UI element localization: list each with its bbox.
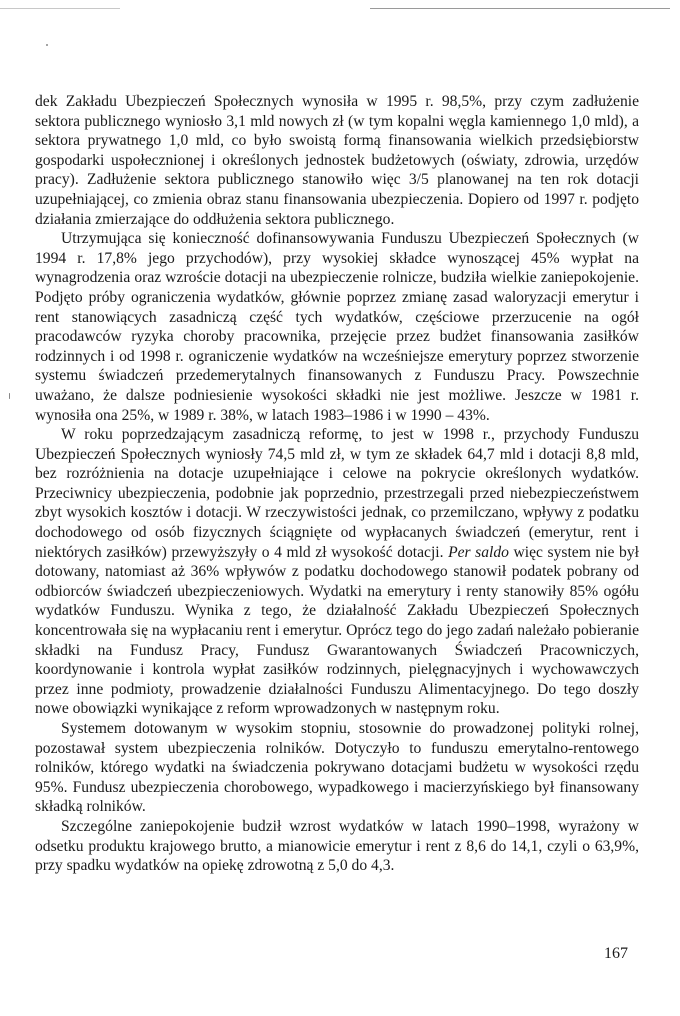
scan-speck bbox=[46, 44, 48, 46]
paragraph: W roku poprzedzającym zasadniczą reformę, to jest w 1998 r., przychody Funduszu Ubezpieczeń Społecznych wyniosły 74,5 mld zł, w tym ze składek 64,7 mld i dotacji 8,8 mld, bez rozróżnienia na dotacje uzupełniające i celowe na pokrycie określonych wydatków. Przeciwnicy ubezpieczenia, podobnie jak poprzednio, przestrzegali przed niebezpieczeństwem zbyt wysokich kosztów i dotacji. W rzeczywistości jednak, co przemilczano, wpływy z podatku dochodowego od osób fizycznych ściągnięte od wypłacanych świadczeń (emerytur, rent i niektórych zasiłków) przewyższyły o 4 mld zł wysokość dotacji. Per saldo więc system nie był dotowany, natomiast aż 36% wpływów z podatku dochodowego stanowił podatek pobrany od odbiorców świadczeń ubezpieczeniowych. Wydatki na emerytury i renty stanowiły 85% ogółu wydatków Funduszu. Wynika z tego, że działalność Zakładu Ubezpieczeń Społecznych koncentrowała się na wypłacaniu rent i emerytur. Oprócz tego do jego zadań należało pobieranie składki na Fundusz Pracy, Fundusz Gwarantowanych Świadczeń Pracowniczych, koordynowanie i kontrola wypłat zasiłków rodzinnych, pielęgnacyjnych i wychowawczych przez inne podmioty, prowadzenie działalności Funduszu Alimentacyjnego. Do tego doszły nowe obowiązki wynikające z reform wprowadzonych w następnym roku. bbox=[35, 426, 639, 718]
scan-speck bbox=[9, 393, 10, 399]
paragraph: Szczególne zaniepokojenie budził wzrost wydatków w latach 1990–1998, wyrażony w odsetku produktu krajowego brutto, a mianowicie emerytur i rent z 8,6 do 14,1, czyli o 63,9%, przy spadku wydatków na opiekę zdrowotną z 5,0 do 4,3. bbox=[35, 817, 639, 875]
body-text bbox=[35, 92, 639, 876]
page-number: 167 bbox=[604, 945, 628, 962]
paragraph: Utrzymująca się konieczność dofinansowywania Funduszu Ubezpieczeń Społecznych (w 1994 r. 17,8% jego przychodów), przy wysokiej składce wynoszącej 45% wypłat na wynagrodzenia oraz wzroście dotacji na ubezpieczenie rolnicze, budziła wielkie zaniepokojenie. Podjęto próby ograniczenia wydatków, głównie poprzez zmianę zasad waloryzacji emerytur i rent stanowiących zasadniczą część tych wydatków, częściowe przerzucenie na ogół pracodawców ryzyka choroby pracownika, przejęcie przez budżet finansowania zasiłków rodzinnych i od 1998 r. ograniczenie wydatków na wcześniejsze emerytury poprzez stworzenie systemu świadczeń przedemerytalnych finansowanych z Funduszu Pracy. Powszechnie uważano, że dalsze podniesienie wysokości składki nie jest możliwe. Jeszcze w 1981 r. wynosiła ona 25%, w 1989 r. 38%, w latach 1983–1986 i w 1990 – 43%. bbox=[35, 230, 639, 424]
scan-edge-line-left bbox=[0, 8, 120, 9]
scan-edge-line-right bbox=[370, 8, 670, 9]
emphasis: Per saldo bbox=[448, 543, 509, 561]
paragraph: dek Zakładu Ubezpieczeń Społecznych wynosiła w 1995 r. 98,5%, przy czym zadłużenie sektora publicznego wyniosło 3,1 mld nowych zł (w tym kopalni węgla kamiennego 1,0 mld), a sektora prywatnego 1,0 mld, co było swoistą formą finansowania wielkich przedsiębiorstw gospodarki uspołecznionej i określonych jednostek budżetowych (oświaty, zdrowia, urzędów pracy). Zadłużenie sektora publicznego stanowiło więc 3/5 planowanej na ten rok dotacji uzupełniającej, co zmienia obraz stanu finansowania ubezpieczenia. Dopiero od 1997 r. podjęto działania zmierzające do oddłużenia sektora publicznego. bbox=[35, 93, 639, 228]
paragraph: Systemem dotowanym w wysokim stopniu, stosownie do prowadzonej polityki rolnej, pozostawał system ubezpieczenia rolników. Dotyczyło to funduszu emerytalno-rentowego rolników, którego wydatki na świadczenia pokrywano dotacjami budżetu w wysokości rzędu 95%. Fundusz ubezpieczenia chorobowego, wypadkowego i macierzyńskiego był finansowany składką rolników. bbox=[35, 720, 639, 816]
